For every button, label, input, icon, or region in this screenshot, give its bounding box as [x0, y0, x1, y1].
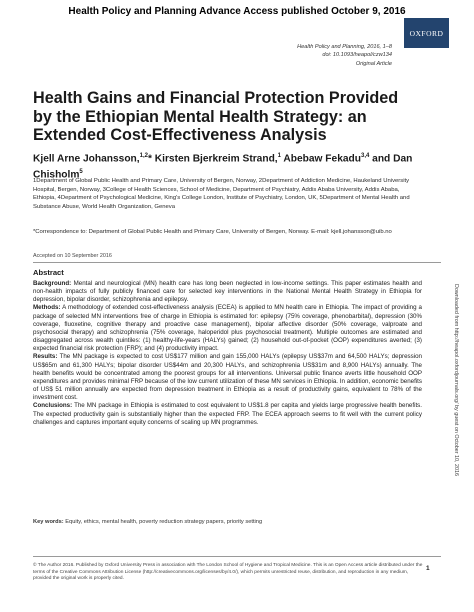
- journal-meta: [297, 43, 392, 68]
- oxford-logo: OXFORD: [404, 18, 449, 48]
- abstract-background: Background: Mental and neurological (MN) health care has long been neglected in low-income settings. This paper estimates health and non-health impacts of fully publicly financed care for selected key interventions in the National Mental Health Strategy in Ethiopia for depression, bipolar disorder, schizophrenia and epilepsy.: [33, 280, 422, 304]
- abstract-results: Results: The MN package is expected to cost US$177 million and gain 155,000 HALYs (epilepsy US$37m and 64,500 HALYs; depression US$65m and 61,300 HALYs; bipolar disorder US$44m and 20,300 HALYs, and schizophrenia US$31m and 8,900 HALYs) annually. The health benefits would be concentrated among the poorest groups for all interventions. Universal public finance averts little household OOP expenditures and provides minimal FRP because of the low current utilization of these MN services in Ethiopia. In addition, economic benefits of US$ 51 million annually are expected from depression treatment in Ethiopia as a result of productivity gains, equivalent to 78% of the investment cost.: [33, 353, 422, 402]
- author-list: Kjell Arne Johansson,$^{1,2}$* Kirsten Bjerkreim Strand,$^1$ Abebaw Fekadu$^{3,4}$ and Dan Chisholm$^5$: [33, 153, 413, 181]
- divider: [33, 262, 441, 263]
- advance-access-banner: Health Policy and Planning Advance Access published October 9, 2016: [68, 6, 406, 17]
- copyright-footer: © The Author 2016. Published by Oxford University Press in association with The London School of Hygiene and Tropical Medicine. This is an Open Access article distributed under the terms of the Creative Commons Attribution License (http://creativecommons.org/licenses/by/4.0/), which permits unrestricted reuse, distribution, and reproduction in any medium, provided the original work is properly cited.: [33, 563, 423, 582]
- affiliations: 1Department of Global Public Health and Primary Care, University of Bergen, Norway, 2Department of Addiction Medicine, Haukeland University Hospital, Bergen, Norway, 3College of Health Sciences, School of Medicine, Department of Psychiatry, Addis Ababa University, Addis Ababa, Ethiopia, 4Department of Psychological Medicine, King's College London, Institute of Psychiatry, London, UK, 5Department of Mental Health and Substance Abuse, World Health Organization, Geneva: [33, 178, 410, 210]
- footer-divider: [33, 556, 441, 557]
- article-type: Original Article: [355, 60, 392, 67]
- abstract-heading: Abstract: [33, 268, 64, 277]
- journal-citation: Health Policy and Planning, 2016, 1–8: [297, 44, 392, 50]
- abstract-methods: Methods: A methodology of extended cost-effectiveness analysis (ECEA) is applied to MN health care in Ethiopia. The impact of providing a package of selected MN interventions free of charge in Ethiopia is estimated for: epilepsy (75% coverage, phenobarbital), depression (30% coverage, fluoxetine, cognitive therapy and proactive case management), bipolar affective disorder (50% coverage, valproate and psychosocial therapy) and schizophrenia (75% coverage, haloperidol plus psychosocial treatment). Multiple outcomes are estimated and disaggregated across wealth quintiles: (1) healthy-life-years (HALYs) gained; (2) household out-of-pocket (OOP) expenditures averted; (3) expected financial risk protection (FRP); and (4) productivity impact.: [33, 304, 422, 353]
- abstract-conclusions: Conclusions: The MN package in Ethiopia is estimated to cost equivalent to US$1.8 per capita and yields large progressive health benefits. The expected productivity gain is substantially higher than the expected FRP. The ECEA approach seems to fit well with the current policy challenges and captures important equity concerns of scaling up MN programmes.: [33, 402, 422, 426]
- article-title: Health Gains and Financial Protection Provided by the Ethiopian Mental Health Strategy: an Extended Cost-Effectiveness Analysis: [33, 89, 399, 144]
- abstract-body: [33, 280, 422, 427]
- correspondence: *Correspondence to: Department of Global Public Health and Primary Care, University of Bergen, Norway. E-mail: kjell.johansson@uib.no: [33, 229, 392, 235]
- doi[interactable]: doi: 10.1093/heapol/czw134: [322, 52, 392, 59]
- page-number: 1: [426, 565, 430, 572]
- keywords: Key words: Equity, ethics, mental health, poverty reduction strategy papers, priority setting: [33, 519, 263, 525]
- accepted-date: Accepted on 10 September 2016: [33, 253, 112, 259]
